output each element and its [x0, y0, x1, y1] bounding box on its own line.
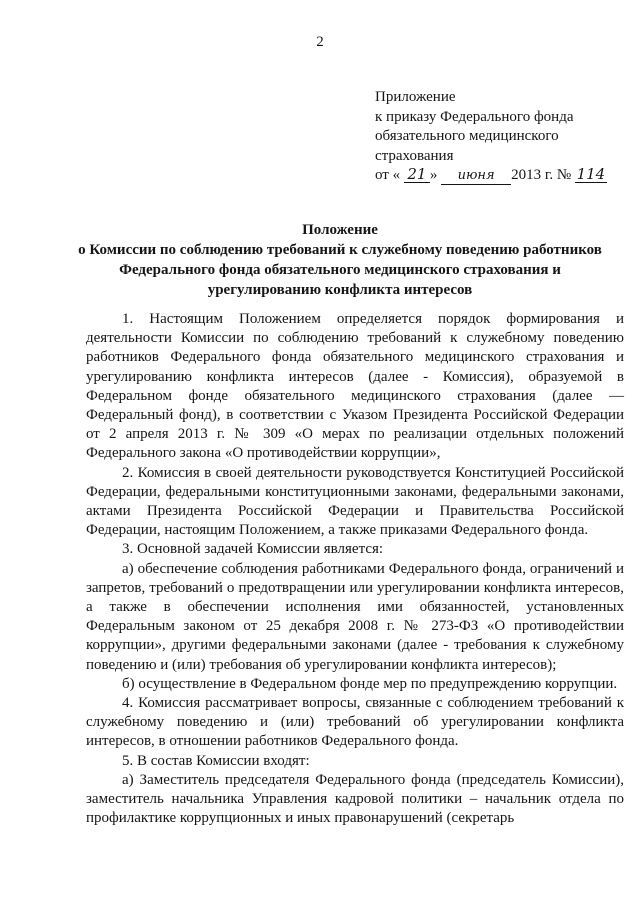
- paragraph-4: 4. Комиссия рассматривает вопросы, связанные с соблюдением требований к служебному поведению и (или) требований об урегулировании конфликта интересов, в отношении работников Федерального фонда.: [86, 695, 624, 750]
- appendix-date-line: [375, 166, 625, 186]
- paragraph-5a: а) Заместитель председателя Федерального фонда (председатель Комиссии), заместитель начальника Управления кадровой политики – начальник отдела по профилактике коррупционных и иных правонарушений (секретарь: [86, 771, 624, 827]
- handwritten-month: июня: [441, 168, 511, 185]
- handwritten-order-number: 114: [576, 165, 606, 183]
- appendix-header: [375, 88, 625, 186]
- page-number: 2: [316, 34, 324, 50]
- date-mid: »: [429, 167, 438, 183]
- paragraph-2: 2. Комиссия в своей деятельности руководствуется Конституцией Российской Федерации, федеральными конституционными законами, федеральными законами, актами Президента Российской Федерации и Правительства Российской Федерации, настоящим Положением, а также приказами Федерального фонда.: [86, 464, 624, 539]
- appendix-line-3: обязательного медицинского: [375, 128, 559, 144]
- title-line-3: Федерального фонда обязательного медицинского страхования и: [119, 262, 561, 278]
- date-prefix: от «: [375, 167, 401, 183]
- title-line-4: урегулированию конфликта интересов: [207, 282, 473, 298]
- appendix-line-1: Приложение: [375, 89, 456, 105]
- handwritten-day: 21: [404, 166, 430, 183]
- title-line-1: Положение: [302, 222, 378, 238]
- paragraph-1: 1. Настоящим Положением определяется порядок формирования и деятельности Комиссии по соблюдению требований к служебному поведению работников Федерального фонда обязательного медицинского страхования и урегулированию конфликта интересов (далее - Комиссия), образуемой в Федеральном фонде обязательного медицинского страхования (далее — Федеральный фонд), в соответствии с Указом Президента Российской Федерации от 2 апреля 2013 г. № 309 «О мерах по реализации отдельных положений Федерального закона «О противодействии коррупции»,: [86, 311, 624, 462]
- document-body: [86, 310, 624, 828]
- date-suffix: 2013 г. №: [511, 167, 572, 183]
- paragraph-3b: б) осуществление в Федеральном фонде мер по предупреждению коррупции.: [122, 675, 618, 692]
- appendix-line-4: страхования: [375, 147, 454, 164]
- paragraph-5: 5. В состав Комиссии входят:: [122, 752, 310, 769]
- document-title: [60, 220, 620, 300]
- paragraph-3: 3. Основной задачей Комиссии является:: [122, 541, 384, 558]
- paragraph-3a: а) обеспечение соблюдения работниками Федерального фонда, ограничений и запретов, требований о предотвращении или урегулировании конфликта интересов, а также в обеспечении исполнения ими обязанностей, установленных Федеральным законом от 25 декабря 2008 г. № 273-ФЗ «О противодействии коррупции», другими федеральными законами (далее - требования к служебному поведению и (или) требования об урегулировании конфликта интересов);: [86, 560, 624, 673]
- appendix-line-2: к приказу Федерального фонда: [375, 108, 574, 125]
- title-line-2: о Комиссии по соблюдению требований к служебному поведению работников: [78, 242, 602, 258]
